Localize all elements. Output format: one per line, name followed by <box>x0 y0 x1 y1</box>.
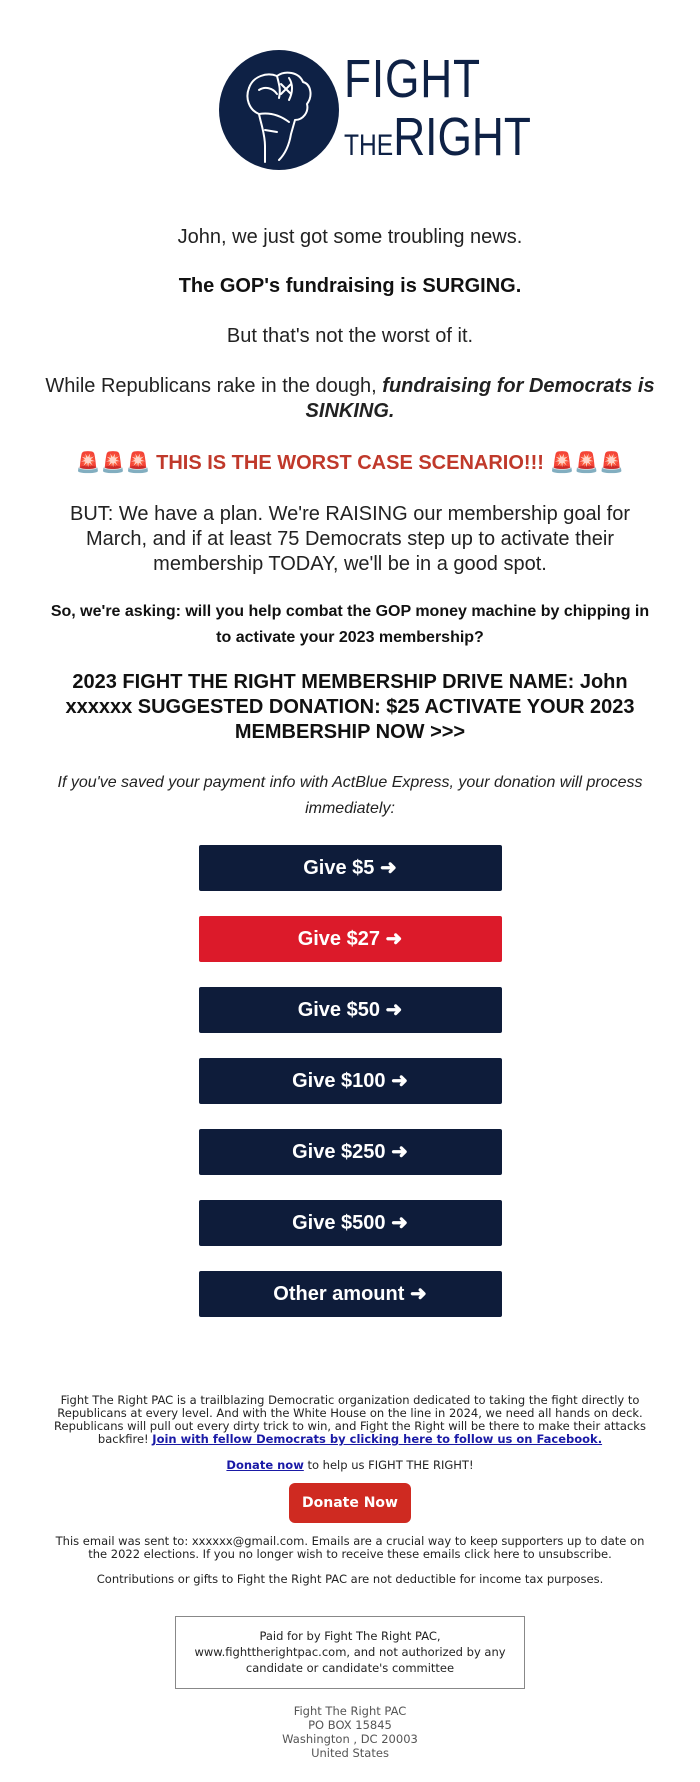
membership-drive-text: 2023 FIGHT THE RIGHT MEMBERSHIP DRIVE NAME: John xxxxxx SUGGESTED DONATION: $25 ACTIVATE YOUR 2023 MEMBERSHIP NOW >>> <box>65 671 635 743</box>
logo-wordmark <box>344 49 572 167</box>
not-worst-paragraph <box>0 324 700 349</box>
paid-by-box-wrap <box>0 1616 700 1689</box>
mailing-address <box>0 1704 700 1760</box>
alert-paragraph <box>0 450 700 475</box>
address-line: Fight The Right PAC <box>293 1704 407 1718</box>
fight-the-right-logo <box>0 0 700 180</box>
donate-now-link[interactable]: Donate now <box>226 1458 304 1472</box>
facebook-link[interactable]: Join with fellow Democrats by clicking here to follow us on Facebook. <box>152 1432 603 1446</box>
tax-text: Contributions or gifts to Fight the Right PAC are not deductible for income tax purposes. <box>96 1572 604 1586</box>
donate-line <box>0 1459 700 1472</box>
alert-line <box>45 450 655 475</box>
ask-text: So, we're asking: will you help combat the GOP money machine by chipping in to activate your 2023 membership? <box>50 603 650 646</box>
dough-emphasis: fundraising for Democrats is SINKING. <box>305 375 655 422</box>
donate-now-wrap <box>0 1483 700 1523</box>
about-text: Fight The Right PAC is a trailblazing Democratic organization dedicated to taking the fight directly to Republicans at every level. And with the White House on the line in 2024, we need all hands on deck. Republicans will pull out every dirty trick to win, and Fight the Right will be there to make their attacks backfire! <box>54 1393 646 1446</box>
dough-paragraph <box>0 374 700 424</box>
logo-fight: FIGHT <box>344 49 481 109</box>
give-100-button[interactable]: Give $100 ➜ <box>199 1058 502 1104</box>
plan-text: BUT: We have a plan. We're RAISING our membership goal for March, and if at least 75 Democrats step up to activate their membership TODAY, we'll be in a good spot. <box>70 503 630 575</box>
address-line: PO BOX 15845 <box>308 1718 392 1732</box>
fist-icon <box>219 50 339 170</box>
give-27-button[interactable]: Give $27 ➜ <box>199 916 502 962</box>
donate-suffix: to help us FIGHT THE RIGHT! <box>303 1458 474 1472</box>
greeting-paragraph <box>0 225 700 250</box>
plan-paragraph <box>0 502 700 577</box>
ask-paragraph <box>0 599 700 651</box>
donation-buttons <box>0 845 700 1317</box>
dough-plain: While Republicans rake in the dough, <box>45 375 383 397</box>
paid-by-box: Paid for by Fight The Right PAC, www.fighttherightpac.com, and not authorized by any candidate or candidate's committee <box>175 1616 525 1689</box>
give-250-button[interactable]: Give $250 ➜ <box>199 1129 502 1175</box>
gop-surging-paragraph <box>0 274 700 299</box>
gop-surging-text: The GOP's fundraising is SURGING. <box>178 275 522 297</box>
other-amount-button[interactable]: Other amount ➜ <box>199 1271 502 1317</box>
give-5-button[interactable]: Give $5 ➜ <box>199 845 502 891</box>
logo-the: THE <box>344 129 394 162</box>
address-line: Washington , DC 20003 <box>282 1732 418 1746</box>
footer-tax <box>0 1573 700 1586</box>
siren-icon: 🚨🚨🚨 <box>75 452 151 474</box>
express-note-paragraph <box>0 770 700 822</box>
express-note-text: If you've saved your payment info with ActBlue Express, your donation will process immediately: <box>57 774 643 817</box>
dough-text <box>45 374 655 424</box>
alert-text: THIS IS THE WORST CASE SCENARIO!!! <box>150 452 550 474</box>
footer-about <box>0 1394 700 1446</box>
sent-to-text: This email was sent to: xxxxxx@gmail.com. Emails are a crucial way to keep supporters up to date on the 2022 elections. If you no longer wish to receive these emails click here to unsubscribe. <box>55 1534 645 1561</box>
address-line: United States <box>311 1746 389 1760</box>
footer-about-text <box>53 1394 648 1446</box>
footer-donate-line <box>0 1459 700 1472</box>
footer-sent-to <box>0 1535 700 1561</box>
not-worst-text: But that's not the worst of it. <box>226 325 474 347</box>
give-50-button[interactable]: Give $50 ➜ <box>199 987 502 1033</box>
donate-now-button[interactable]: Donate Now <box>289 1483 411 1523</box>
give-500-button[interactable]: Give $500 ➜ <box>199 1200 502 1246</box>
logo-right: RIGHT <box>393 107 531 167</box>
greeting-text: John, we just got some troubling news. <box>177 226 523 248</box>
membership-drive-paragraph <box>0 670 700 745</box>
siren-icon: 🚨🚨🚨 <box>549 452 625 474</box>
